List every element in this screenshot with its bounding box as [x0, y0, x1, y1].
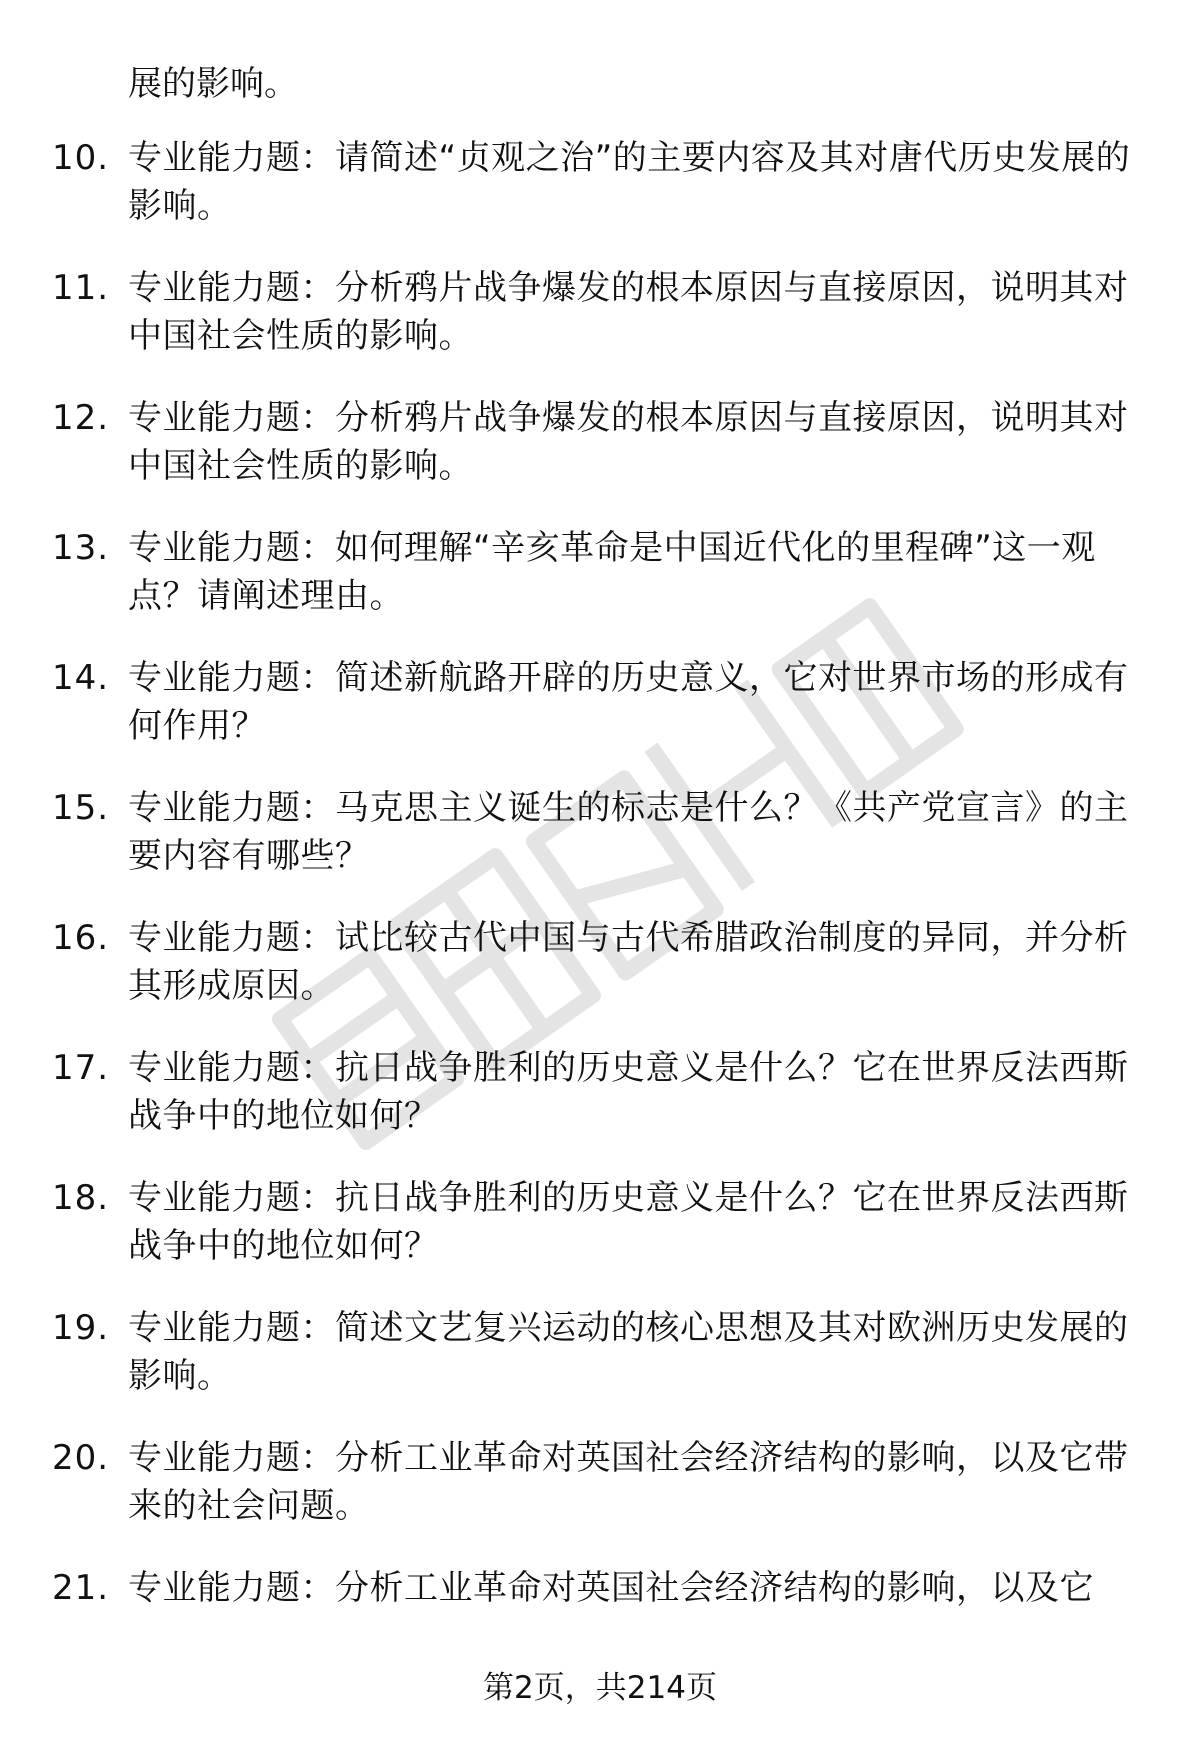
list-item: [0, 1304, 1200, 1434]
question-text: 专业能力题：马克思主义诞生的标志是什么？《共产党宣言》的主要内容有哪些？: [128, 788, 1129, 876]
question-text: 专业能力题：抗日战争胜利的历史意义是什么？它在世界反法西斯战争中的地位如何？: [128, 1178, 1129, 1266]
question-list: [0, 134, 1200, 1694]
list-item: [0, 264, 1200, 394]
question-text: 专业能力题：请简述“贞观之治”的主要内容及其对唐代历史发展的影响。: [128, 138, 1131, 226]
question-number: 20.: [52, 1438, 110, 1478]
question-number: 14.: [52, 658, 110, 698]
question-text: 专业能力题：分析鸦片战争爆发的根本原因与直接原因，说明其对中国社会性质的影响。: [128, 268, 1129, 356]
question-text: 专业能力题：试比较古代中国与古代希腊政治制度的异同，并分析其形成原因。: [128, 918, 1129, 1006]
question-number: 15.: [52, 788, 110, 828]
list-item: [0, 1174, 1200, 1304]
list-item: [0, 914, 1200, 1044]
question-number: 18.: [52, 1178, 110, 1218]
continued-text: 展的影响。: [128, 64, 298, 104]
question-text: 专业能力题：分析鸦片战争爆发的根本原因与直接原因，说明其对中国社会性质的影响。: [128, 398, 1129, 486]
list-item: [0, 1044, 1200, 1174]
question-number: 16.: [52, 918, 110, 958]
question-number: 21.: [52, 1568, 110, 1608]
list-item: [0, 784, 1200, 914]
list-item: [0, 134, 1200, 264]
question-number: 19.: [52, 1308, 110, 1348]
question-number: 13.: [52, 528, 110, 568]
list-item: [0, 654, 1200, 784]
question-number: 10.: [52, 138, 110, 178]
list-item: [0, 1434, 1200, 1564]
question-text: 专业能力题：分析工业革命对英国社会经济结构的影响，以及它: [128, 1568, 1094, 1608]
list-item: [0, 394, 1200, 524]
question-number: 17.: [52, 1048, 110, 1088]
question-text: 专业能力题：抗日战争胜利的历史意义是什么？它在世界反法西斯战争中的地位如何？: [128, 1048, 1129, 1136]
list-item: [0, 524, 1200, 654]
question-text: 专业能力题：简述新航路开辟的历史意义，它对世界市场的形成有何作用？: [128, 658, 1129, 746]
question-number: 11.: [52, 268, 110, 308]
page-number-footer: 第2页，共214页: [483, 1670, 717, 1706]
question-text: 专业能力题：分析工业革命对英国社会经济结构的影响，以及它带来的社会问题。: [128, 1438, 1129, 1526]
question-text: 专业能力题：如何理解“辛亥革命是中国近代化的里程碑”这一观点？请阐述理由。: [128, 528, 1096, 616]
question-text: 专业能力题：简述文艺复兴运动的核心思想及其对欧洲历史发展的影响。: [128, 1308, 1129, 1396]
question-number: 12.: [52, 398, 110, 438]
